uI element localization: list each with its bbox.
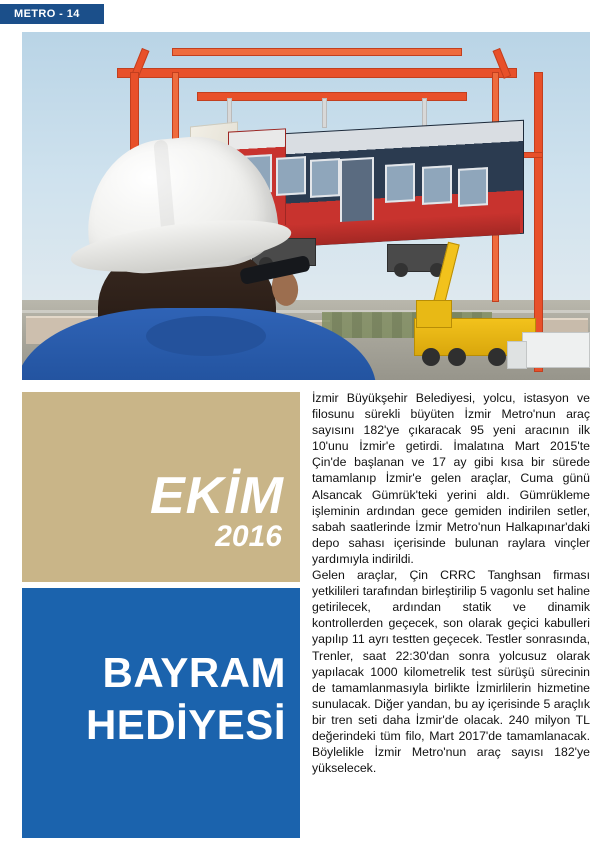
headline-line-1: BAYRAM — [102, 649, 286, 696]
article-paragraph: İzmir Büyükşehir Belediyesi, yolcu, istasyon ve filosunu sürekli büyüten İzmir Metro'nun araç sayısını 182'ye çıkaracak 95 yeni aracının ilk 10'unu İzmir'e getirdi. İmalatına Mart 2015'te Çin'de başlanan ve 17 ay gibi kısa bir sürede tamamlanıp İzmir'e gelen araçlar, Cuma günü Alsancak Gümrük'teki yerini aldı. Gümrükleme işleminin ardından gece gemiden indirilen setler, sabah saatlerinde İzmir Metro'nun Halkapınar'daki depo sahası içerisinde bulunan raylara vinçler yardımıyla indirildi. — [312, 391, 590, 566]
date-panel — [22, 392, 300, 582]
metro-car-window — [422, 165, 452, 205]
hero-photo — [22, 32, 590, 380]
crane-wheel — [422, 348, 440, 366]
month-label: EKİM — [150, 467, 284, 525]
white-truck — [522, 332, 590, 368]
crane-wheel — [488, 348, 506, 366]
crane-beam-upper — [172, 48, 462, 56]
page-header-label: METRO - 14 — [14, 8, 80, 20]
article-paragraph: Gelen araçlar, Çin CRRC Tanghsan firması yetkilileri tarafından birleştirilip 5 vagonlu set haline getirilecek, ardından statik ve dinamik kontrollerden geçecek, son olarak geçici kabulleri yapılıp 11 ayrı testten geçecek. Testler sonrasında, Trenler, saat 22:30'dan sonra yolcusuz olarak yapılacak 1000 kilometrelik test sürüşü sürecinin de tamamlanmasıyla birlikte İzmirlilerin hizmetine sunulacak. Diğer yandan, bu ay içerisinde 5 araçlık bir tren seti daha İzmir'de olacak. 240 milyon TL değerindeki tüm filo, Mart 2017'de tamamlanacak. Böylelikle İzmir Metro'nun araç sayısı 182'ye yükselecek. — [312, 568, 590, 776]
foreground-worker — [50, 120, 370, 380]
crane-wheel — [448, 348, 466, 366]
mobile-crane-cab — [416, 300, 452, 328]
page-header-tag — [0, 4, 104, 24]
article-body — [312, 390, 590, 776]
worker-collar — [146, 316, 266, 356]
metro-car-window — [385, 163, 415, 203]
year-label: 2016 — [215, 520, 282, 553]
headline-panel — [22, 588, 300, 838]
metro-car-window — [458, 167, 488, 207]
headline-line-2: HEDİYESİ — [85, 701, 286, 748]
